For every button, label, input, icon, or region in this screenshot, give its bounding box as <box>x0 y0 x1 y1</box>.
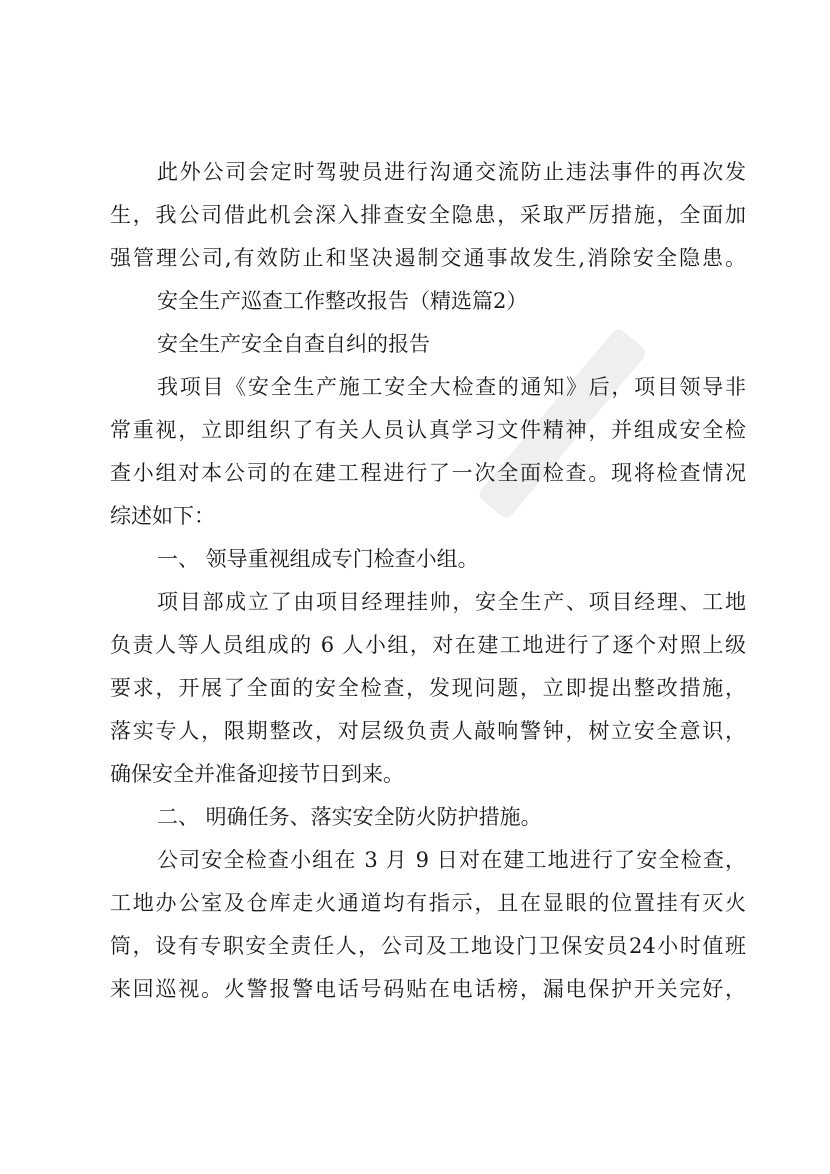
text-line: 负责人等人员组成的 6 人小组，对在建工地进行了逐个对照上级 <box>110 633 746 657</box>
text-line: 安全生产巡查工作整改报告（精选篇2） <box>157 289 528 313</box>
text-line: 综述如下： <box>110 504 215 528</box>
text-line: 工地办公室及仓库走火通道均有指示，且在显眼的位置挂有灭火 <box>110 891 746 915</box>
text-line: 查小组对本公司的在建工程进行了一次全面检查。现将检查情况 <box>110 461 746 485</box>
text-line: 确保安全并准备迎接节日到来。 <box>110 762 404 786</box>
text-line: 二、 明确任务、落实安全防火防护措施。 <box>157 805 542 829</box>
text-line: 强管理公司,有效防止和坚决遏制交通事故发生,消除安全隐患。 <box>110 246 746 270</box>
text-line: 安全生产安全自查自纠的报告 <box>157 332 430 356</box>
text-line: 来回巡视。火警报警电话号码贴在电话榜，漏电保护开关完好， <box>110 977 746 1001</box>
text-line: 此外公司会定时驾驶员进行沟通交流防止违法事件的再次发 <box>157 160 746 184</box>
text-line: 一、 领导重视组成专门检查小组。 <box>157 547 479 571</box>
text-line: 要求，开展了全面的安全检查，发现问题，立即提出整改措施， <box>110 676 746 700</box>
text-line: 落实专人，限期整改，对层级负责人敲响警钟，树立安全意识， <box>110 719 746 743</box>
text-line: 公司安全检查小组在 3 月 9 日对在建工地进行了安全检查， <box>157 848 746 872</box>
text-line: 项目部成立了由项目经理挂帅，安全生产、项目经理、工地 <box>157 590 746 614</box>
text-line: 生，我公司借此机会深入排查安全隐患，采取严厉措施，全面加 <box>110 203 746 227</box>
text-line: 筒，设有专职安全责任人，公司及工地设门卫保安员24小时值班 <box>110 934 746 958</box>
text-line: 我项目《安全生产施工安全大检查的通知》后，项目领导非 <box>157 375 746 399</box>
text-line: 常重视，立即组织了有关人员认真学习文件精神，并组成安全检 <box>110 418 746 442</box>
document-body <box>110 151 746 1011</box>
